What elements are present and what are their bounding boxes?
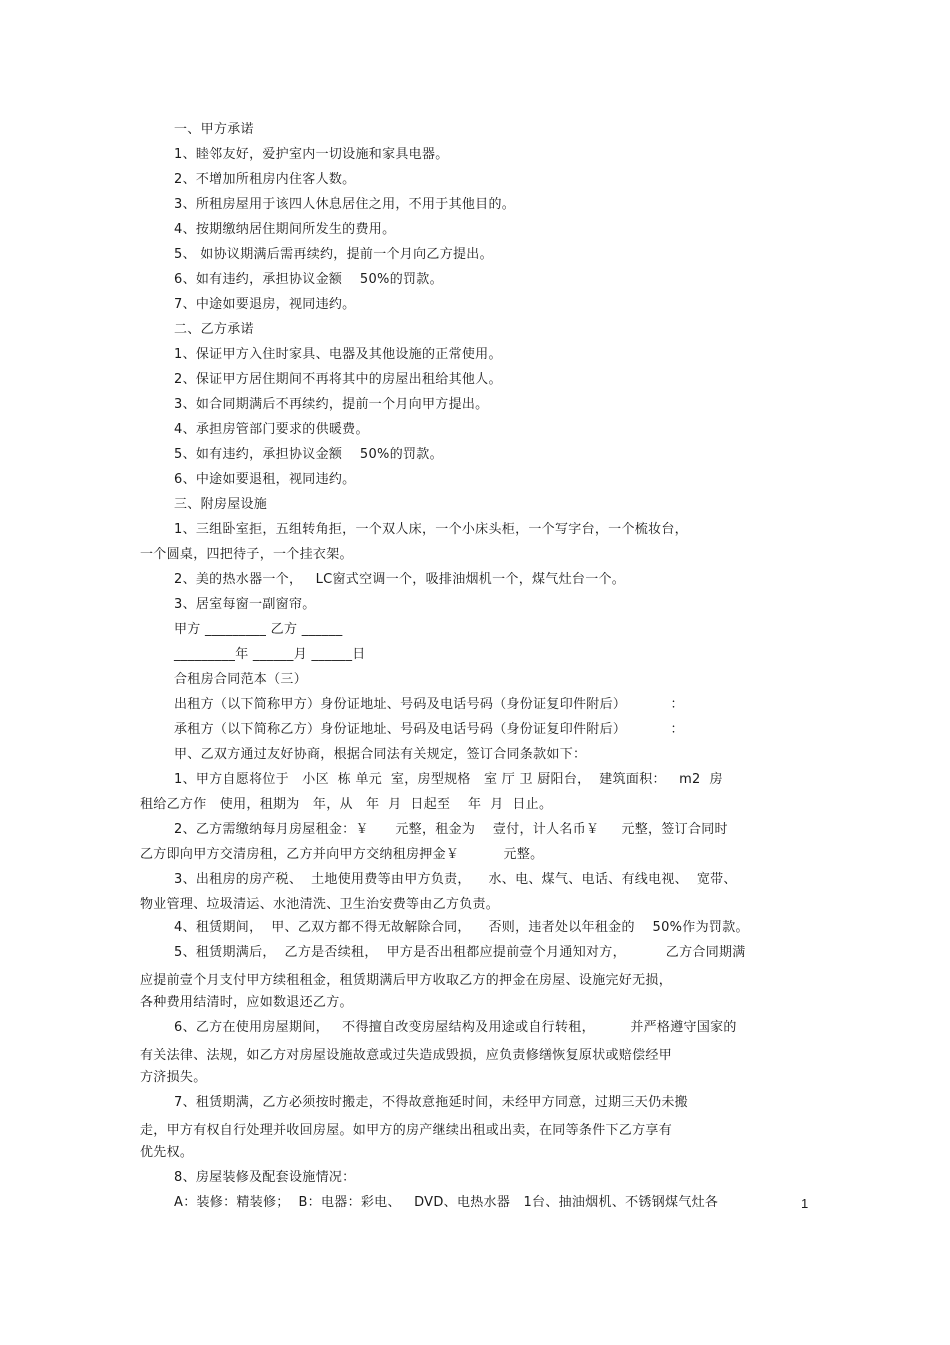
page-number: 1 xyxy=(801,1196,809,1211)
paragraph-line: 5、如有违约，承担协议金额 50%的罚款。 xyxy=(174,447,443,462)
paragraph-line: 6、中途如要退租，视同违约。 xyxy=(174,472,356,487)
paragraph-line: 2、美的热水器一个， LC窗式空调一个，吸排油烟机一个，煤气灶台一个。 xyxy=(174,572,626,587)
paragraph-line: 7、租赁期满，乙方必须按时搬走，不得故意拖延时间，未经甲方同意，过期三天仍未搬 xyxy=(174,1095,688,1110)
paragraph-line: 5、 如协议期满后需再续约，提前一个月向乙方提出。 xyxy=(174,247,493,262)
paragraph-line: 7、中途如要退房，视同违约。 xyxy=(174,297,356,312)
paragraph-line: 2、乙方需缴纳每月房屋租金：￥ 元整，租金为 壹付，计人名币￥ 元整，签订合同时 xyxy=(174,822,728,837)
paragraph-line: 6、乙方在使用房屋期间， 不得擅自改变房屋结构及用途或自行转租， 并严格遵守国家的 xyxy=(174,1020,737,1035)
paragraph-line: 出租方（以下简称甲方）身份证地址、号码及电话号码（身份证复印件附后） ： xyxy=(174,697,684,712)
paragraph-line: 2、保证甲方居住期间不再将其中的房屋出租给其他人。 xyxy=(174,372,502,387)
paragraph-line: 3、如合同期满后不再续约，提前一个月向甲方提出。 xyxy=(174,397,489,412)
paragraph-line: 1、三组卧室拒，五组转角拒，一个双人床，一个小床头柜，一个写字台，一个梳妆台， xyxy=(174,522,688,537)
paragraph-line: 1、甲方自愿将位于 小区 栋 单元 室，房型规格 室 厅 卫 厨阳台， 建筑面积： m2 房 xyxy=(174,772,723,787)
paragraph-line: 各种费用结清时，应如数退还乙方。 xyxy=(140,995,353,1010)
paragraph-line: 有关法律、法规，如乙方对房屋设施故意或过失造成毁损，应负责修缮恢复原状或赔偿经甲 xyxy=(140,1048,673,1063)
paragraph-line: 4、按期缴纳居住期间所发生的费用。 xyxy=(174,222,396,237)
paragraph-line: 甲、乙双方通过友好协商，根据合同法有关规定，签订合同条款如下： xyxy=(174,747,587,762)
paragraph-line: 3、居室每窗一副窗帘。 xyxy=(174,597,316,612)
paragraph-line: A：装修：精装修； B：电器：彩电、 DVD、电热水器 1台、抽油烟机、不锈钢煤气灶各 xyxy=(174,1195,719,1210)
paragraph-line: 优先权。 xyxy=(140,1145,194,1160)
date-line: _________年 ______月 ______日 xyxy=(174,647,366,662)
paragraph-line: 租给乙方作 使用，租期为 年，从 年 月 日起至 年 月 日止。 xyxy=(140,797,553,812)
paragraph-line: 1、睦邻友好，爱护室内一切设施和家具电器。 xyxy=(174,147,449,162)
paragraph-line: 4、租赁期间， 甲、乙双方都不得无故解除合同， 否则，违者处以年租金的 50%作为罚款。 xyxy=(174,920,749,935)
paragraph-line: 应提前壹个月支付甲方续租租金，租赁期满后甲方收取乙方的押金在房屋、设施完好无损， xyxy=(140,973,673,988)
paragraph-line: 1、保证甲方入住时家具、电器及其他设施的正常使用。 xyxy=(174,347,502,362)
paragraph-line: 承租方（以下简称乙方）身份证地址、号码及电话号码（身份证复印件附后） ： xyxy=(174,722,684,737)
paragraph-line: 3、所租房屋用于该四人休息居住之用，不用于其他目的。 xyxy=(174,197,516,212)
paragraph-line: 4、承担房管部门要求的供暖费。 xyxy=(174,422,369,437)
section-heading-facilities: 三、附房屋设施 xyxy=(174,497,268,512)
paragraph-line: 走，甲方有权自行处理并收回房屋。如甲方的房产继续出租或出卖，在同等条件下乙方享有 xyxy=(140,1123,673,1138)
paragraph-line: 5、租赁期满后， 乙方是否续租， 甲方是否出租都应提前壹个月通知对方， 乙方合同期满 xyxy=(174,945,746,960)
paragraph-line: 6、如有违约，承担协议金额 50%的罚款。 xyxy=(174,272,443,287)
paragraph-line: 一个圆桌，四把待子，一个挂衣架。 xyxy=(140,547,353,562)
signature-line: 甲方 _________ 乙方 ______ xyxy=(174,622,343,637)
paragraph-line: 2、不增加所租房内住客人数。 xyxy=(174,172,356,187)
section-heading-party-b-commitments: 二、乙方承诺 xyxy=(174,322,254,337)
paragraph-line: 物业管理、垃圾清运、水池清洗、卫生治安费等由乙方负责。 xyxy=(140,897,500,912)
paragraph-line: 方济损失。 xyxy=(140,1070,207,1085)
paragraph-line: 乙方即向甲方交清房租，乙方并向甲方交纳租房押金￥ 元整。 xyxy=(140,847,544,862)
contract-title: 合租房合同范本（三） xyxy=(174,672,308,687)
section-heading-party-a-commitments: 一、甲方承诺 xyxy=(174,122,254,137)
paragraph-line: 3、出租房的房产税、 土地使用费等由甲方负责， 水、电、煤气、电话、有线电视、 宽带、 xyxy=(174,872,737,887)
paragraph-line: 8、房屋装修及配套设施情况： xyxy=(174,1170,356,1185)
